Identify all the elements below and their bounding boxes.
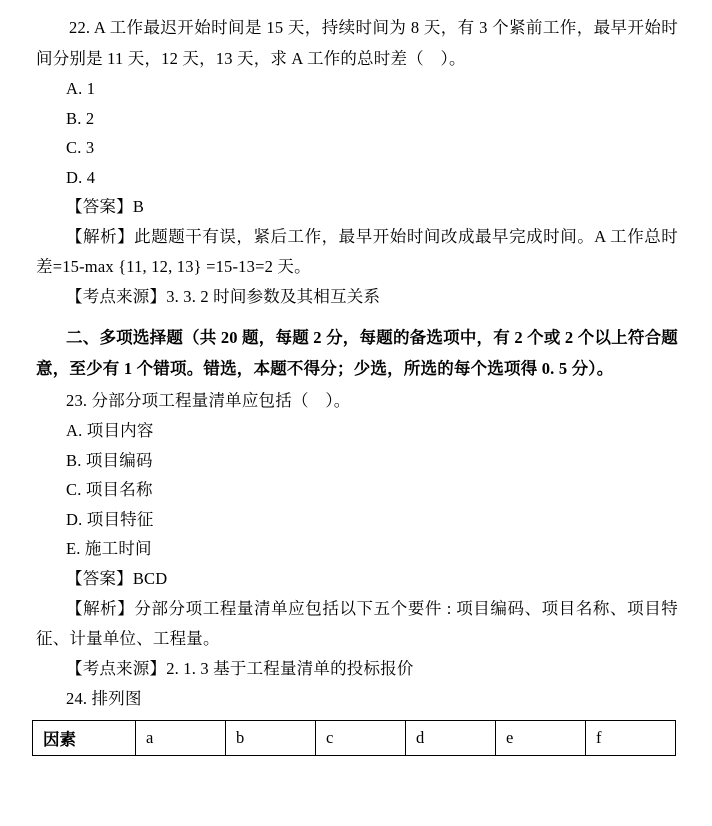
question-23-option-b[interactable]: B. 项目编码 <box>66 450 153 470</box>
table-cell-b: b <box>226 720 316 755</box>
source-label: 【考点来源】 <box>66 287 167 306</box>
question-22-option-c[interactable]: C. 3 <box>66 138 95 157</box>
table-cell-c: c <box>316 720 406 755</box>
answer-label: 【答案】 <box>66 568 133 588</box>
table-cell-e: e <box>496 720 586 755</box>
explanation-text: 分部分项工程量清单应包括以下五个要件 : 项目编码、项目名称、项目特征、计量单位、工程量。 <box>36 598 678 648</box>
question-23-option-e[interactable]: E. 施工时间 <box>66 539 152 558</box>
question-24-stem: 24. 排列图 <box>66 688 142 708</box>
question-22-option-a[interactable]: A. 1 <box>66 79 96 98</box>
section-2-heading <box>36 322 678 384</box>
question-22-source <box>36 282 678 312</box>
question-22-stem: 22. A 工作最迟开始时间是 15 天，持续时间为 8 天，有 3 个紧前工作，最早开始时间分别是 11 天，12 天，13 天，求 A 工作的总时差（ ）。 <box>36 18 678 68</box>
question-23-explanation <box>36 594 678 654</box>
question-22-explanation <box>36 222 678 282</box>
section-2-heading-text: 二、多项选择题（共 20 题，每题 2 分，每题的备选项中，有 2 个或 2 个以上符合题意，至少有 1 个错项。错选，本题不得分；少选，所选的每个选项得 0. 5 分）。 <box>36 328 678 378</box>
question-23-option-d[interactable]: D. 项目特征 <box>66 509 154 529</box>
answer-value: BCD <box>132 568 168 588</box>
table-cell-factor-header: 因素 <box>33 720 136 755</box>
table-cell-a: a <box>136 720 226 755</box>
question-23-source <box>36 654 678 684</box>
explanation-text: 此题题干有误，紧后工作，最早开始时间改成最早完成时间。A 工作总时差=15-max {11, 12, 13} =15-13=2 天。 <box>36 227 678 276</box>
question-24-table <box>32 720 676 756</box>
explanation-label: 【解析】 <box>66 598 135 618</box>
answer-value: B <box>132 197 145 216</box>
question-22-option-b[interactable]: B. 2 <box>66 108 95 128</box>
explanation-label: 【解析】 <box>66 227 135 246</box>
spacer <box>36 312 678 318</box>
question-22-answer <box>36 192 678 222</box>
source-text: 3. 3. 2 时间参数及其相互关系 <box>166 287 381 306</box>
source-label: 【考点来源】 <box>66 658 167 678</box>
answer-label: 【答案】 <box>66 197 133 216</box>
question-23-option-c[interactable]: C. 项目名称 <box>66 480 153 499</box>
question-22-option-d[interactable]: D. 4 <box>66 167 96 187</box>
question-23-option-a[interactable]: A. 项目内容 <box>66 421 154 440</box>
source-text: 2. 1. 3 基于工程量清单的投标报价 <box>166 658 414 678</box>
table-cell-f: f <box>586 720 676 755</box>
table-row <box>33 720 676 755</box>
table-cell-d: d <box>406 720 496 755</box>
question-23-answer <box>36 564 678 594</box>
question-23-stem: 23. 分部分项工程量清单应包括（ ）。 <box>66 391 351 410</box>
